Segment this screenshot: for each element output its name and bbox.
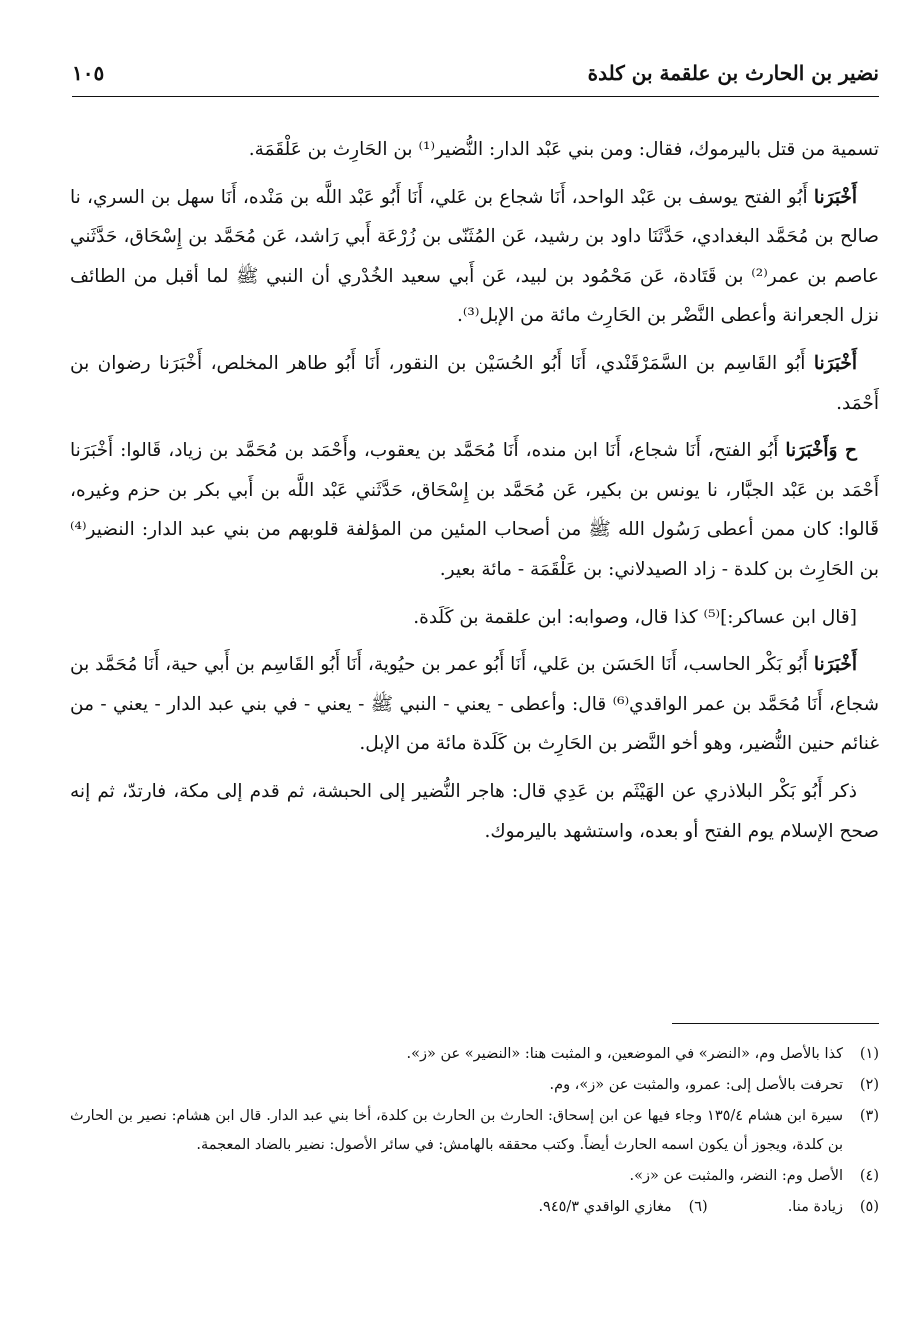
- footnote-text: سيرة ابن هشام ١٣٥/٤ وجاء فيها عن ابن إسحاق: الحارث بن الحارث بن كلدة، أخا بني عبد الدار. قال ابن هشام: نصير بن الحارث بن كلدة، ويجوز أن يكون اسمه الحارث أيضاً. وكتب محققه بالهامش: في سائر الأصول: نضير بالضاد المعجمة.: [70, 1108, 843, 1153]
- footnote-number: (٢): [859, 1077, 879, 1093]
- footnotes: [70, 1040, 879, 1224]
- footnote-text: تحرفت بالأصل إلى: عمرو، والمثبت عن «ز»، وم.: [549, 1077, 843, 1093]
- footnote-4: [70, 1162, 879, 1191]
- footnote-text: كذا بالأصل وم، «النضر» في الموضعين، و المثبت هنا: «النضير» عن «ز».: [406, 1046, 843, 1062]
- paragraph-5: [70, 598, 879, 638]
- paragraph-2: [70, 178, 879, 336]
- paragraph-6: [70, 645, 879, 764]
- footnote-text: زيادة منا.: [787, 1199, 843, 1215]
- paragraph-4: [70, 431, 879, 589]
- footnote-2: [70, 1071, 879, 1100]
- footnote-number: (١): [859, 1046, 879, 1062]
- page-number: ١٠٥: [72, 61, 105, 85]
- paragraph-3: [70, 344, 879, 423]
- paragraph-text: أَبُو الفتح، أَنَا شجاع، أَنَا ابن منده، أَنَا مُحَمَّد بن يعقوب، وأَحْمَد بن مُحَمَّد بن زياد، قَالوا: أَخْبَرَنا أَحْمَد بن عَبْد الجبَّار، نا يونس بن بكير، عَن مُحَمَّد بن إِسْحَاق، حَدَّثَني عَبْد اللَّه بن أَبي بكر بن حزم وغيره، قَالوا: كان ممن أعطى رَسُول الله ﷺ من أصحاب المئين من المؤلفة قلوبهم من بني عبد الدار: النضير⁽⁴⁾ بن الحَارِث بن كلدة - زاد الصيدلاني: بن عَلْقَمَة - مائة بعير.: [70, 440, 879, 580]
- footnote-separator: [672, 1023, 879, 1024]
- footnote-number: (٤): [859, 1168, 879, 1184]
- paragraph-text: أَبُو الفتح يوسف بن عَبْد الواحد، أَنَا شجاع بن عَلي، أَنَا أَبُو عَبْد اللَّه بن مَنْده، أَنَا سهل بن السري، نا صالح بن مُحَمَّد البغدادي، حَدَّثَنَا داود بن رشيد، عَن المُثَنّى بن زُرْعَة أَبي رَاشد، عَن مُحَمَّد بن إِسْحَاق، حَدَّثَني عاصم بن عمر⁽²⁾ بن قَتَادة، عَن مَحْمُود بن لبيد، عَن أَبي سعيد الخُدْري أن النبي ﷺ لما أقبل من الطائف نزل الجعرانة وأعطى النَّضْر بن الحَارِث مائة من الإبل⁽³⁾.: [70, 186, 879, 327]
- footnote-row: [70, 1193, 879, 1224]
- running-title: نضير بن الحارث بن علقمة بن كلدة: [587, 61, 879, 85]
- header-rule: [72, 96, 879, 97]
- isnad-keyword: ح وَأَخْبَرَنا: [785, 440, 858, 462]
- footnote-6: [538, 1193, 707, 1222]
- main-text: [70, 130, 879, 859]
- footnote-5: [788, 1193, 879, 1222]
- paragraph-text: أَبُو القَاسِم بن السَّمَرْقَنْدي، أَنَا أَبُو الحُسَيْن بن النقور، أَنَا أَبُو طاهر المخلص، أَخْبَرَنا رضوان بن أَحْمَد.: [70, 352, 879, 414]
- paragraph-text: تسمية من قتل باليرموك، فقال: ومن بني عَبْد الدار: النُّضير⁽¹⁾ بن الحَارِث بن عَلْقَمَة.: [248, 139, 879, 160]
- footnote-3: [70, 1102, 879, 1160]
- footnote-number: (٣): [859, 1108, 879, 1124]
- footnote-number: (٥): [859, 1199, 879, 1215]
- isnad-keyword: أَخْبَرَنا: [813, 654, 857, 676]
- running-header: [72, 55, 879, 97]
- paragraph-text: أَبُو بَكْر الحاسب، أَنَا الحَسَن بن عَلي، أَنَا أَبُو عمر بن حيُوية، أَنَا أَبُو القَاسِم بن أَبي حية، أَنَا مُحَمَّد بن شجاع، أَنَا مُحَمَّد بن عمر الواقدي⁽⁶⁾ قال: وأعطى - يعني - النبي ﷺ - يعني - في بني عبد الدار - يعني - من غنائم حنين النُّضير، وهو أخو النَّضر بن الحَارِث بن كَلَدة مائة من الإبل.: [70, 654, 879, 755]
- footnote-text: الأصل وم: النضر، والمثبت عن «ز».: [629, 1168, 843, 1184]
- footnote-text: مغازي الواقدي ٩٤٥/٣.: [538, 1199, 672, 1215]
- isnad-keyword: أَخْبَرَنا: [813, 352, 857, 374]
- paragraph-1: [70, 130, 879, 170]
- footnote-number: (٦): [688, 1199, 708, 1215]
- footnote-1: [70, 1040, 879, 1069]
- paragraph-text: [قال ابن عساكر:]⁽⁵⁾ كذا قال، وصوابه: ابن علقمة بن كَلَدة.: [413, 606, 857, 628]
- paragraph-text: ذكر أَبُو بَكْر البلاذري عن الهَيْثَم بن عَدِي قال: هاجر النُّضير إلى الحبشة، ثم قدم إلى مكة، فارتدّ، ثم إنه صحح الإسلام يوم الفتح أو بعده، واستشهد باليرموك.: [70, 780, 879, 842]
- isnad-keyword: أَخْبَرَنا: [813, 186, 857, 208]
- paragraph-7: [70, 772, 879, 851]
